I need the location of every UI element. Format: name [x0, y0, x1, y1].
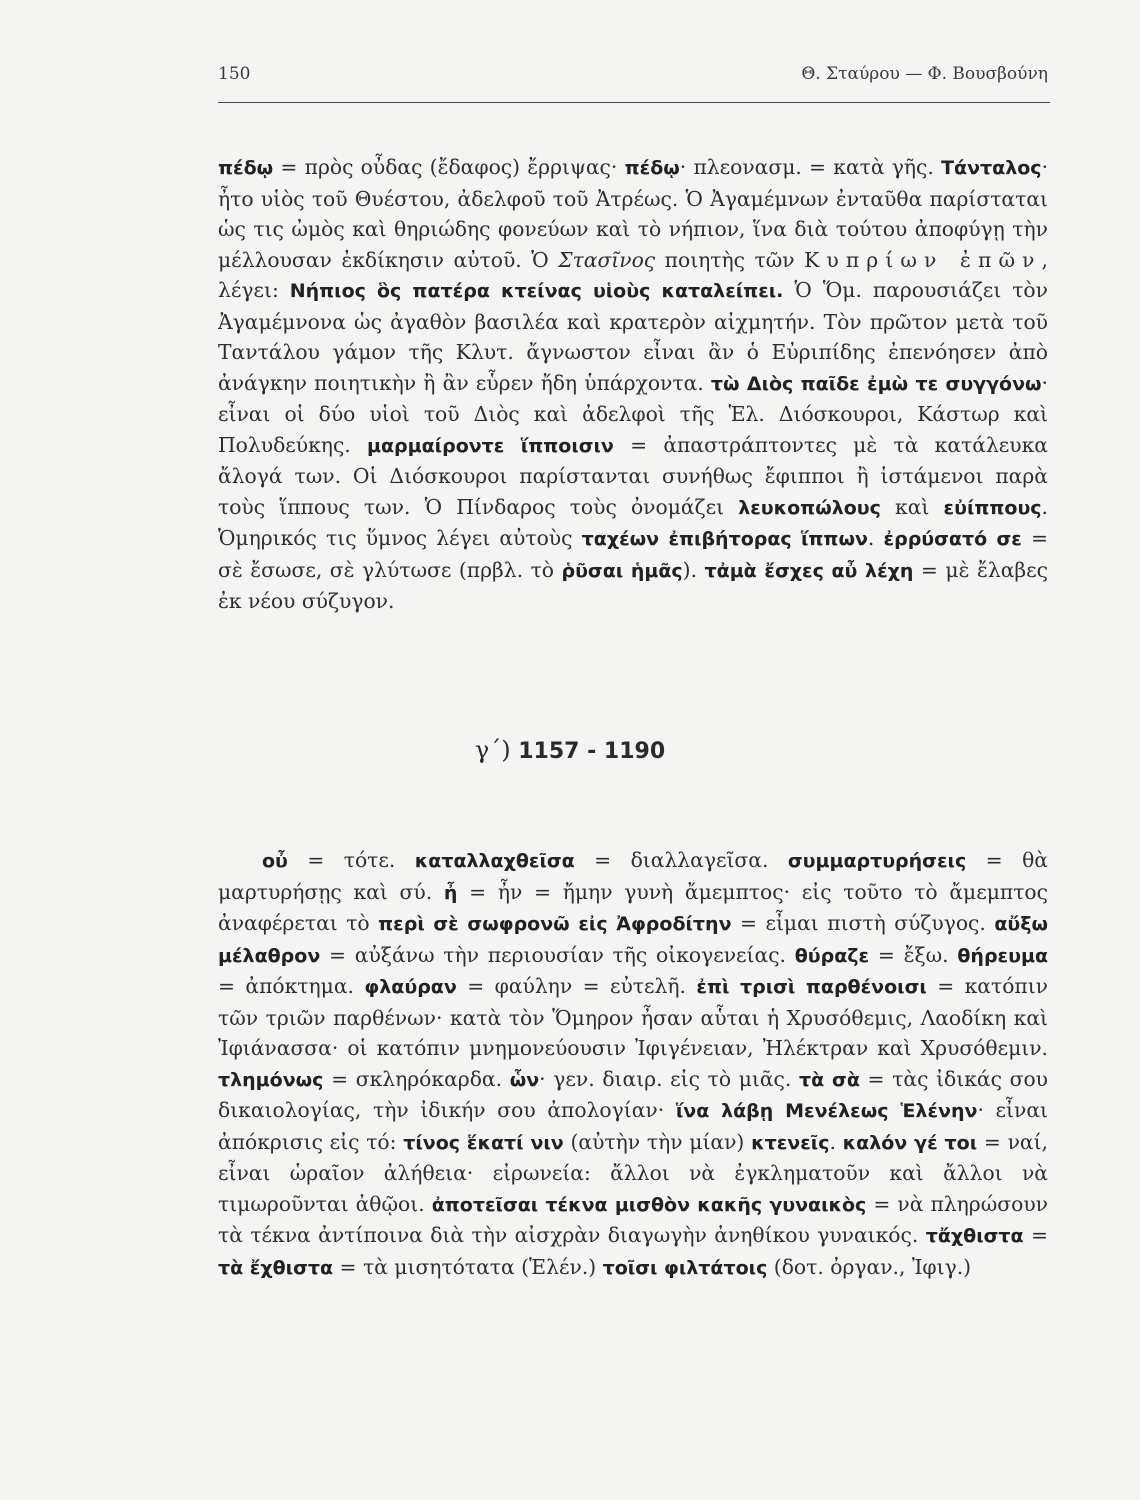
lemma-term: τὼ Διὸς παῖδε ἐμὼ τε συγγόνω — [710, 372, 1042, 395]
spaced-term: Κυπρίων ἐπῶν — [804, 247, 1042, 272]
gloss-text: = διαλλαγεῖσα. — [574, 848, 788, 873]
lemma-term: τίνος ἕκατί νιν — [403, 1131, 564, 1154]
lemma-term: περὶ σὲ σωφρονῶ εἰς Ἀφροδίτην — [378, 913, 732, 936]
lemma-term: μαρμαίροντε ἵπποισιν — [367, 434, 614, 457]
lemma-term: ἵνα λάβῃ Μενέλεως Ἑλένην — [675, 1100, 978, 1123]
gloss-text: . — [829, 1129, 843, 1154]
gloss-text: = ἦν = ἤμην γυνὴ ἄμεμπτος· εἰς τοῦτο τὸ ἄμεμπτος ἀναφέρεται τὸ — [218, 879, 1049, 936]
gloss-text: , λέγει: — [218, 247, 1048, 303]
gloss-text: = ἀπόκτημα. — [218, 974, 365, 999]
gloss-text: καὶ — [880, 494, 944, 519]
gloss-text: = φαύλην = εὐτελῆ. — [456, 974, 697, 999]
lemma-term: τὰ σὰ — [799, 1068, 860, 1091]
lemma-term: τἀμὰ ἔσχες αὖ λέχη — [704, 559, 914, 582]
lemma-term: αὔξω μέλαθρον — [218, 913, 1048, 967]
lemma-term: κτενεῖς — [751, 1131, 830, 1154]
lemma-term: ῥῦσαι ἡμᾶς — [561, 559, 683, 582]
lemma-term: τοῖσι φιλτάτοις — [602, 1256, 768, 1279]
gloss-text: . Ὁμηρικός τις ὕμνος λέγει αὐτοὺς — [218, 494, 1048, 551]
lemma-term: ἐρρύσατό σε — [883, 528, 1022, 551]
gloss-text: = νὰ πληρώσουν τὰ τέκνα ἀντίποινα διὰ τὴν αἰσχρὰν διαγωγὴν ἀνηθίκου γυναικός. — [218, 1191, 1048, 1248]
gloss-text: = αὐξάνω τὴν περιουσίαν τῆς οἰκογενείας. — [320, 942, 795, 967]
lemma-term: ταχέων ἐπιβήτορας ἵππων — [581, 528, 868, 551]
section-prefix: γ´) — [474, 736, 511, 764]
header-rule — [218, 102, 1050, 103]
section-line-range: 1157 - 1190 — [518, 739, 666, 764]
lemma-term: ὧν — [509, 1068, 540, 1091]
lemma-term: πέδῳ — [624, 157, 680, 180]
page-number: 150 — [218, 64, 251, 84]
gloss-text: = σὲ ἔσωσε, σὲ γλύτωσε (πρβλ. τὸ — [218, 526, 1048, 582]
gloss-text: = εἶμαι πιστὴ σύζυγος. — [731, 911, 995, 936]
lemma-term: θήρευμα — [957, 944, 1048, 967]
lemma-term: τλημόνως — [218, 1068, 324, 1091]
lemma-term: φλαύραν — [364, 976, 457, 999]
lemma-term: συμμαρτυρήσεις — [787, 850, 967, 873]
gloss-text: = τὰ μισητότατα (Ἑλέν.) — [333, 1254, 603, 1279]
lemma-term: λευκοπώλους — [738, 496, 881, 519]
lemma-term: Τάνταλος — [941, 157, 1042, 180]
gloss-text: = τότε. — [287, 848, 415, 873]
gloss-text: = μὲ ἔλαβες ἐκ νέου σύζυγον. — [218, 557, 1048, 614]
gloss-text: = κατόπιν τῶν τριῶν παρθένων· κατὰ τὸν Ὅμηρον ἦσαν αὗται ἡ Χρυσόθεμις, Λαοδίκη καὶ Ἰφιάνασσα· οἱ κατόπιν μνημονεύουσιν Ἰφιγένειαν, Ἠλέκτραν καὶ Χρυσόθεμιν. — [218, 974, 1049, 1061]
gloss-text: = ἔξω. — [869, 942, 958, 967]
lemma-term: Νήπιος ὃς πατέρα κτείνας υἱοὺς καταλείπει. — [289, 280, 784, 303]
lemma-term: οὖ — [262, 850, 288, 873]
gloss-text: · γεν. διαιρ. εἰς τὸ μιᾶς. — [539, 1066, 800, 1091]
page-header — [218, 64, 1048, 84]
gloss-text: = πρὸς οὖδας (ἔδαφος) ἔρριψας· — [273, 155, 625, 180]
lemma-term: ἦ — [443, 881, 458, 904]
gloss-text: · εἶναι ἀπόκρισις εἰς τό: — [218, 1098, 1048, 1154]
gloss-text: Ὁ Ὅμ. παρουσιάζει τὸν Ἀγαμέμνονα ὡς ἀγαθὸν βασιλέα καὶ κρατερὸν αἰχμητήν. Τὸν πρῶτον μετὰ τοῦ Ταντάλου γάμον τῆς Κλυτ. ἄγνωστον εἶναι ἂν ὁ Εὐριπίδης ἐπενόησεν ἀπὸ ἀνάγκην ποιητικὴν ἢ ἂν εὗρεν ἤδη ὑπάρχοντα. — [218, 278, 1048, 395]
lemma-term: εὐίππους — [943, 496, 1042, 519]
gloss-text: · εἶναι οἱ δύο υἱοὶ τοῦ Διὸς καὶ ἀδελφοὶ τῆς Ἑλ. Διόσκουροι, Κάστωρ καὶ Πολυδεύκης. — [218, 370, 1048, 457]
gloss-text: · ἦτο υἱὸς τοῦ Θυέστου, ἀδελφοῦ τοῦ Ἀτρέως. Ὁ Ἀγαμέμνων ἐνταῦθα παρίσταται ὡς τις ὠμὸς καὶ θηριώδης φονεύων καὶ τὸ νήπιον, ἵνα διὰ τούτου ἀποφύγῃ τὴν μέλλουσαν ἐκδίκησιν αὐτοῦ. Ὁ — [218, 155, 1049, 272]
gloss-text: = σκληρόκαρδα. — [323, 1066, 510, 1091]
lemma-term: θύραζε — [794, 944, 870, 967]
lemma-term: καλόν γέ τοι — [842, 1131, 978, 1154]
lemma-term: καταλλαχθεῖσα — [414, 850, 575, 873]
gloss-text: . — [867, 526, 884, 551]
gloss-text: (δοτ. ὀργαν., Ἰφιγ.) — [767, 1254, 972, 1279]
lemma-term: ἐπὶ τρισὶ παρθένοισι — [696, 976, 927, 999]
italic-term: Στασῖνος — [558, 247, 656, 272]
lemma-term: τἄχθιστα — [925, 1225, 1024, 1248]
gloss-text: ). — [682, 557, 705, 582]
running-head: Θ. Σταύρου — Φ. Βουσβούνη — [801, 64, 1048, 84]
gloss-text: = — [1023, 1223, 1048, 1248]
lemma-term: πέδῳ — [218, 157, 274, 180]
gloss-text: (αὐτὴν τὴν μίαν) — [563, 1129, 752, 1154]
lemma-term: τὰ ἔχθιστα — [218, 1256, 334, 1279]
commentary-paragraph-1 — [218, 152, 1048, 617]
gloss-text: = τὰς ἰδικάς σου δικαιολογίας, τὴν ἰδικήν σου ἀπολογίαν· — [218, 1066, 1048, 1123]
section-heading — [0, 736, 1140, 764]
gloss-text: = ἀπαστράπτοντες μὲ τὰ κατάλευκα ἄλογά των. Οἱ Διόσκουροι παρίστανται συνήθως ἔφιπποι ἢ ἱστάμενοι παρὰ τοὺς ἵππους των. Ὁ Πίνδαρος τοὺς ὀνομάζει — [218, 432, 1049, 519]
gloss-text: ποιητὴς τῶν — [655, 247, 805, 272]
gloss-text: = ναί, εἶναι ὡραῖον ἀλήθεια· εἰρωνεία: ἄλλοι νὰ ἐγκληματοῦν καὶ ἄλλοι νὰ τιμωροῦνται ἀθῷοι. — [218, 1129, 1048, 1216]
lemma-term: ἀποτεῖσαι τέκνα μισθὸν κακῆς γυναικὸς — [431, 1193, 867, 1216]
gloss-text: = θὰ μαρτυρήσῃς καὶ σύ. — [218, 848, 1048, 904]
gloss-text: · πλεονασμ. = κατὰ γῆς. — [679, 155, 942, 180]
commentary-paragraph-2 — [218, 845, 1048, 1283]
